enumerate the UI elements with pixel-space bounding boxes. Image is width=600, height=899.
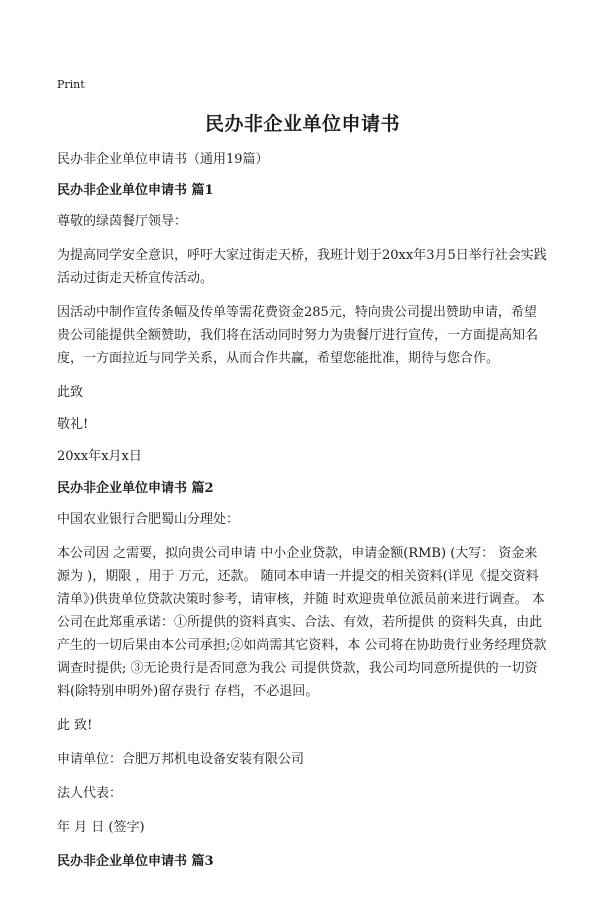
- section-2: [57, 477, 548, 839]
- page-title: 民办非企业单位申请书: [204, 113, 400, 135]
- salutation: 中国农业银行合肥蜀山分理处：: [57, 512, 240, 527]
- closing-line: 此 致!: [57, 718, 93, 733]
- closing-line: 敬礼!: [57, 417, 89, 432]
- body-paragraph: 为提高同学安全意识，呼吁大家过街走天桥，我班计划于20xx年3月5日举行社会实践活动过街走天桥宣传活动。: [57, 248, 547, 286]
- section-heading: 民办非企业单位申请书 篇2: [57, 481, 214, 496]
- body-paragraph: 因活动中制作宣传条幅及传单等需花费资金285元，特向贵公司提出赞助申请，希望贵公司能提供全额赞助，我们将在活动同时努力为贵餐厅进行宣传，一方面提高知名度，一方面拉近与同学关系，从而合作共赢，希望您能批准，期待与您合作。: [57, 305, 539, 366]
- section-1: [57, 179, 548, 468]
- document-subtitle: 民办非企业单位申请书（通用19篇）: [57, 152, 269, 167]
- closing-line: 此致: [57, 385, 84, 400]
- date-signature-line: 年 月 日 (签字): [57, 820, 145, 835]
- section-3: [57, 850, 548, 869]
- body-paragraph: 本公司因 之需要，拟向贵公司申请 中小企业贷款，申请金额(RMB) (大写： 资金来源为 )，期限 ，用于 万元，还款。 随同本申请一并提交的相关资料(详见《提交资料清单》)供贵单位贷款决策时参考，请审核，并随 时欢迎贵单位派员前来进行调查。 本公司在此郑重承诺：①所提供的资料真实、合法、有效，若所提供 的资料失真，由此产生的一切后果由本公司承担;②如尚需其它资料，本 公司将在协助贵行业务经理贷款调查时提供; ③无论贵行是否同意为我公 司提供贷款，我公司均同意所提供的一切资料(除特别申明外)留存贵行 存档，不必退回。: [57, 546, 547, 699]
- section-heading: 民办非企业单位申请书 篇1: [57, 183, 214, 198]
- section-heading: 民办非企业单位申请书 篇3: [57, 854, 214, 869]
- print-link[interactable]: Print: [57, 78, 85, 91]
- date-line: 20xx年x月x日: [57, 449, 142, 464]
- salutation: 尊敬的绿茵餐厅领导：: [57, 214, 188, 229]
- legal-rep-line: 法人代表：: [57, 786, 123, 801]
- applicant-line: 申请单位：合肥万邦机电设备安装有限公司: [57, 752, 305, 767]
